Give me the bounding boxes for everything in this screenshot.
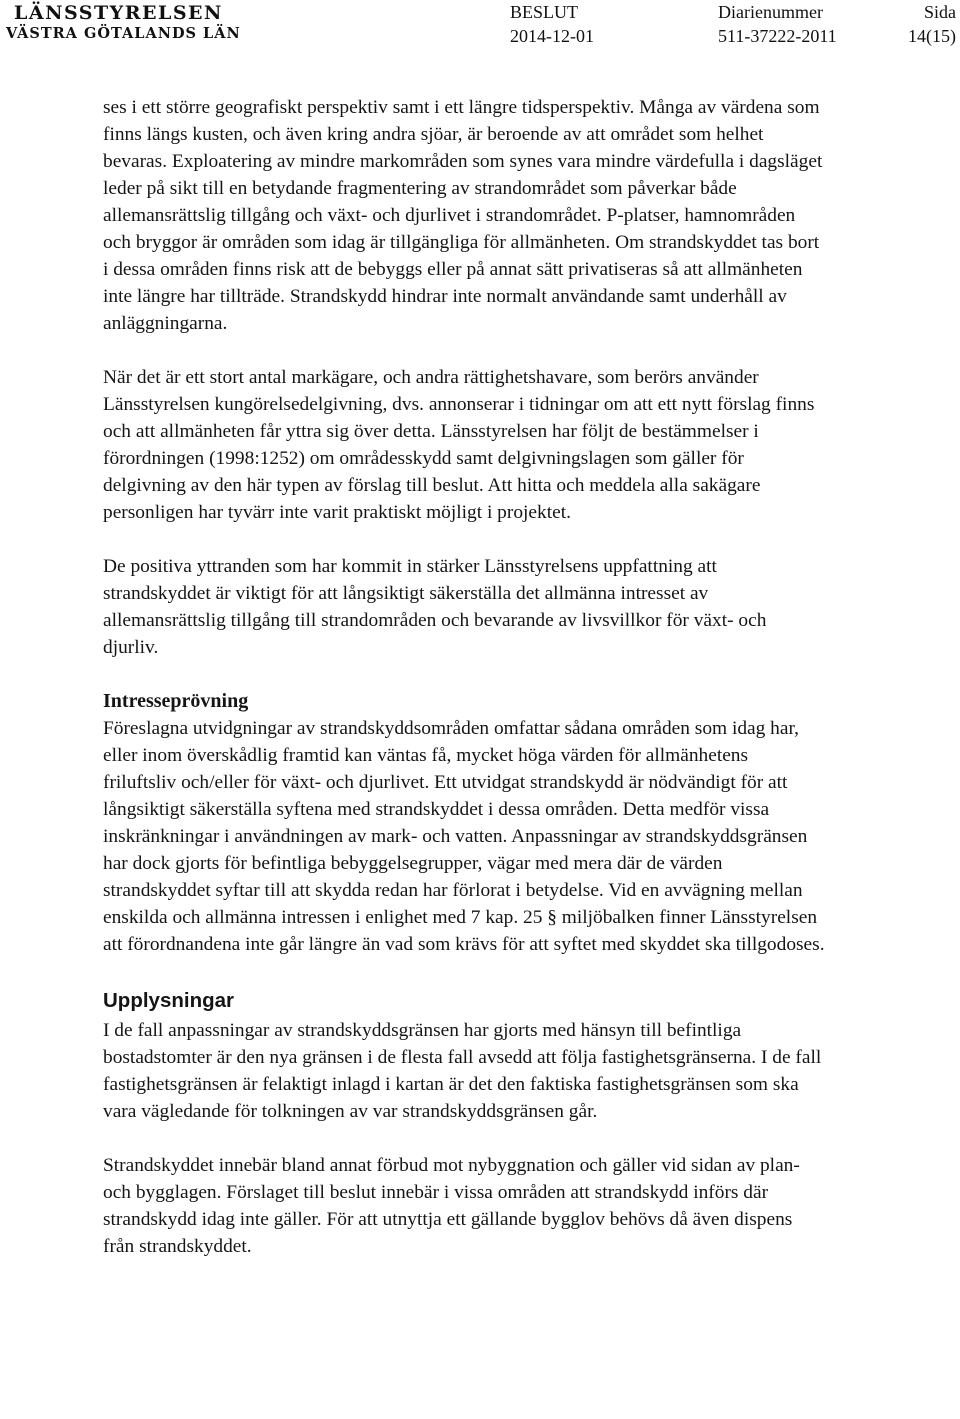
registration-meta [718, 0, 837, 48]
page-meta [908, 0, 956, 48]
body-paragraph: De positiva yttranden som har kommit in stärker Länsstyrelsens uppfattning att strandskyddet är viktigt för att långsiktigt säkerställa det allmänna intresset av allemansrättslig tillgång till strandområden och bevarande av livsvillkor för växt- och djurliv. [103, 556, 767, 658]
body-paragraph: Strandskyddet innebär bland annat förbud mot nybyggnation och gäller vid sidan av plan- och bygglagen. Förslaget till beslut innebär i vissa områden att strandskydd införs där strandskydd idag inte gäller. För att utnyttja ett gällande bygglov behövs då även dispens från strandskyddet. [103, 1155, 800, 1257]
registration-number: 511-37222-2011 [718, 26, 837, 46]
document-body [103, 94, 825, 1287]
document-header [0, 0, 960, 48]
body-paragraph: När det är ett stort antal markägare, och andra rättighetshavare, som berörs använder Länsstyrelsen kungörelsedelgivning, dvs. annonserar i tidningar om att ett nytt förslag finns och att allmänheten får yttra sig över detta. Länsstyrelsen har följt de bestämmelser i förordningen (1998:1252) om områdesskydd samt delgivningslagen som gäller för delgivning av den här typen av förslag till beslut. Att hitta och meddela alla sakägare personligen har tyvärr inte varit praktiskt möjligt i projektet. [103, 367, 815, 523]
section-heading-upplysningar: Upplysningar [103, 989, 234, 1012]
registration-label: Diarienummer [718, 2, 823, 22]
decision-meta [510, 0, 594, 48]
body-paragraph: I de fall anpassningar av strandskyddsgränsen har gjorts med hänsyn till befintliga bostadstomter är den nya gränsen i de flesta fall avsedd att följa fastighetsgränserna. I de fall fastighetsgränsen är felaktigt inlagd i kartan är det den faktiska fastighetsgränsen som ska vara vägledande för tolkningen av var strandskyddsgränsen går. [103, 1020, 822, 1122]
page-label: Sida [923, 2, 956, 22]
decision-label: BESLUT [510, 2, 579, 22]
body-paragraph: ses i ett större geografiskt perspektiv samt i ett längre tidsperspektiv. Många av värdena som finns längs kusten, och även kring andra sjöar, är beroende av att området som helhet bevaras. Exploatering av mindre markområden som synes vara mindre värdefulla i dagsläget leder på sikt till en betydande fragmentering av strandområdet som påverkar både allemansrättslig tillgång och växt- och djurlivet i strandområdet. P-platser, hamnområden och bryggor är områden som idag är tillgängliga för allmänheten. Om strandskyddet tas bort i dessa områden finns risk att de bebyggs eller på annat sätt privatiseras så att allmänheten inte längre har tillträde. Strandskydd hindrar inte normalt användande samt underhåll av anläggningarna. [103, 97, 823, 334]
section-heading-intresseprovning: Intresseprövning [103, 690, 249, 712]
decision-date: 2014-12-01 [510, 26, 594, 46]
page-number: 14(15) [908, 26, 956, 46]
organization-name: LÄNSSTYRELSEN [14, 2, 223, 24]
organization-county: VÄSTRA GÖTALANDS LÄN [6, 25, 241, 42]
body-paragraph: Föreslagna utvidgningar av strandskyddsområden omfattar sådana områden som idag har, eller inom överskådlig framtid kan väntas få, mycket höga värden för allmänhetens friluftsliv och/eller för växt- och djurlivet. Ett utvidgat strandskydd är nödvändigt för att långsiktigt säkerställa syftena med strandskyddet i dessa områden. Detta medför vissa inskränkningar i användningen av mark- och vatten. Anpassningar av strandskyddsgränsen har dock gjorts för befintliga bebyggelsegrupper, vägar med mera där de värden strandskyddet syftar till att skydda redan har förlorat i betydelse. Vid en avvägning mellan enskilda och allmänna intressen i enlighet med 7 kap. 25 § miljöbalken finner Länsstyrelsen att förordnandena inte går längre än vad som krävs för att syftet med skyddet ska tillgodoses. [103, 718, 825, 955]
